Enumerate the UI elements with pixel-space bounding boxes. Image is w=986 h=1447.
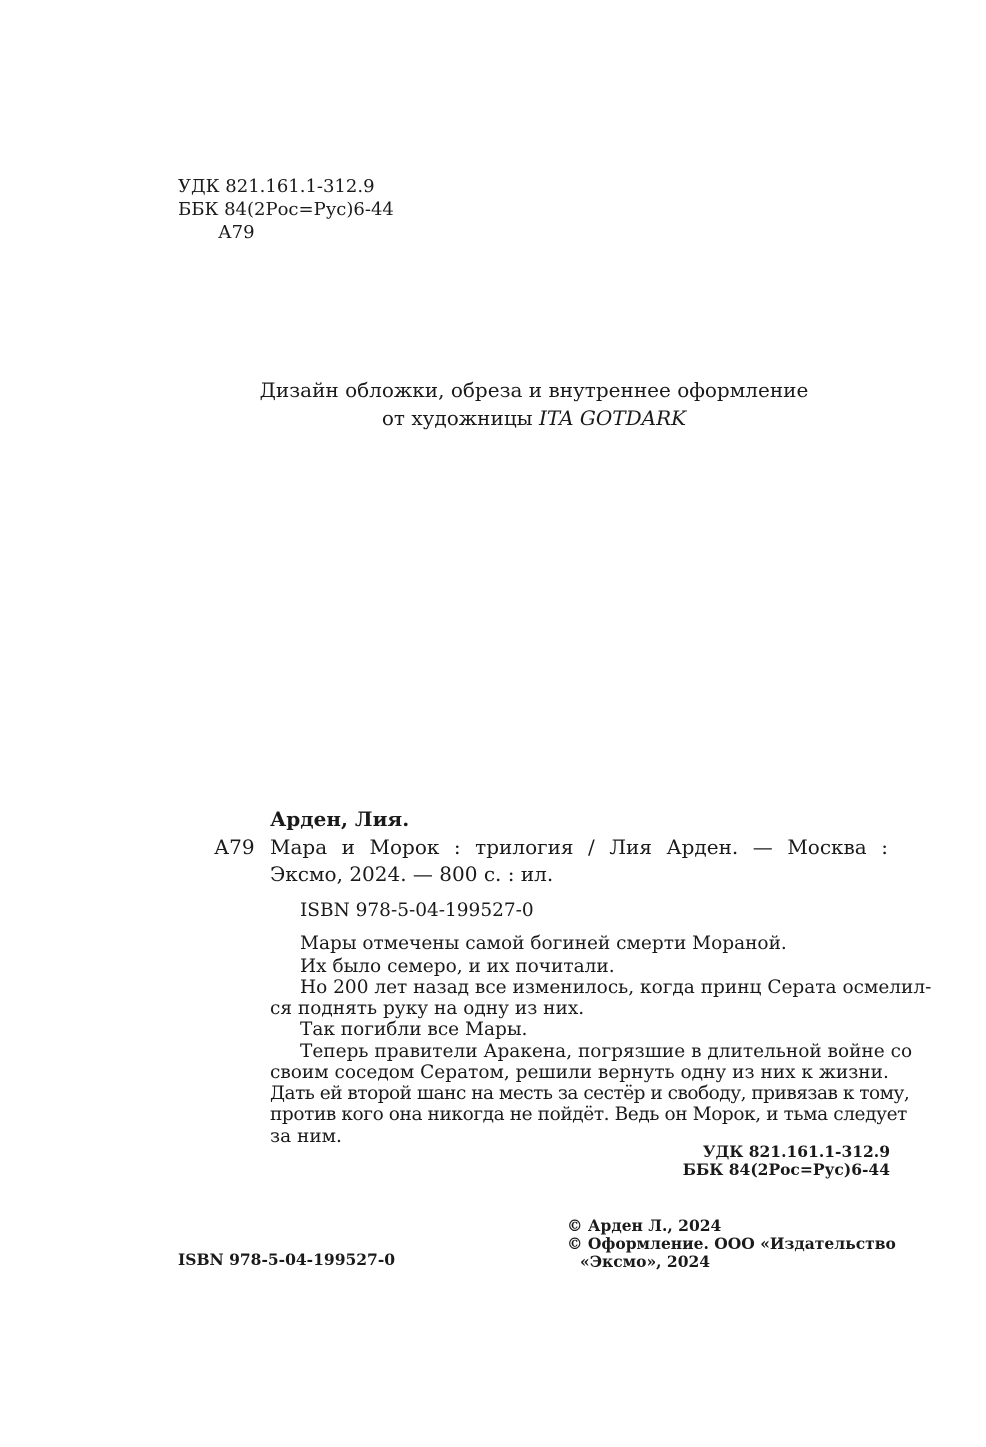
annotation-p3-line2: ся поднять руку на одну из них. [270,998,585,1019]
copyright-author: © Арден Л., 2024 [567,1216,722,1235]
bbk-code-bottom: ББК 84(2Рос=Рус)6-44 [682,1160,890,1179]
annotation-p5-line1: Теперь правители Аракена, погрязшие в длительной войне со [300,1041,913,1062]
annotation-p3-line1: Но 200 лет назад все изменилось, когда принц Серата осмелил- [300,977,932,998]
design-credit-line2 [0,404,986,432]
annotation-p5-line5: за ним. [270,1126,342,1147]
bbk-code-top: ББК 84(2Рос=Рус)6-44 [178,199,394,220]
annotation-p4: Так погибли все Мары. [300,1019,528,1040]
annotation-p5-line2: своим соседом Сератом, решили вернуть одну из них к жизни. [270,1062,889,1083]
artist-name: ITA GOTDARK [538,406,687,430]
title-line-1: Мара и Морок : трилогия / Лия Арден. — Москва : [270,835,888,859]
isbn-footer: ISBN 978-5-04-199527-0 [178,1250,396,1269]
annotation-p1: Мары отмечены самой богиней смерти Мораной. [300,933,787,954]
author-mark: А79 [214,835,255,859]
design-credit-prefix: от художницы [381,406,539,430]
copyright-design-line2: «Эксмо», 2024 [580,1252,711,1271]
annotation-p2: Их было семеро, и их почитали. [300,956,615,977]
udk-code-top: УДК 821.161.1-312.9 [178,176,375,197]
annotation-p5-line4: против кого она никогда не пойдёт. Ведь он Морок, и тьма следует [270,1104,907,1125]
title-line-2: Эксмо, 2024. — 800 с. : ил. [270,862,554,886]
copyright-design-line1: © Оформление. ООО «Издательство [567,1234,896,1253]
isbn-record: ISBN 978-5-04-199527-0 [300,900,534,921]
author-mark-top: А79 [218,222,255,243]
author-heading: Арден, Лия. [270,807,410,831]
udk-code-bottom: УДК 821.161.1-312.9 [702,1142,890,1161]
annotation-p5-line3: Дать ей второй шанс на месть за сестёр и свободу, привязав к тому, [270,1083,910,1104]
design-credit-line1: Дизайн обложки, обреза и внутреннее оформление [259,378,809,402]
